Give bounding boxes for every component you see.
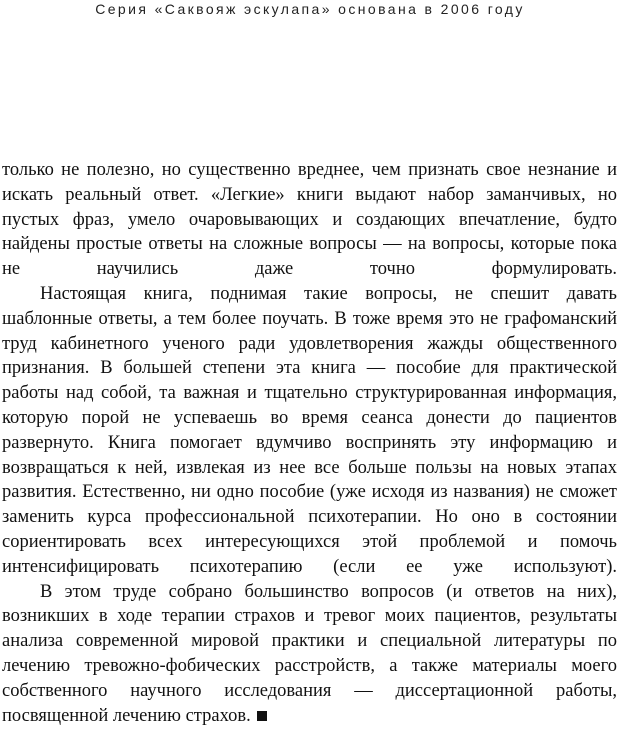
end-of-section-square-icon bbox=[257, 711, 267, 721]
paragraph-3 bbox=[2, 580, 617, 729]
running-header: Серия «Саквояж эскулапа» основана в 2006 году bbox=[95, 1, 525, 17]
body-text bbox=[2, 158, 617, 728]
paragraph-2: Настоящая книга, поднимая такие вопросы, не спешит давать шаблонные ответы, а тем более поучать. В тоже время это не графоманский труд кабинетного ученого ради удовлетворения жажды общественного признания. В большей степени эта книга — пособие для практической работы над собой, та важная и тщательно структурированная информация, которую порой не успеваешь во время сеанса донести до пациентов развернуто. Книга помогает вдумчиво воспринять эту информацию и возвращаться к ней, извлекая из нее все больше пользы на новых этапах развития. Естественно, ни одно пособие (уже исходя из названия) не сможет заменить курса профессиональной психотерапии. Но оно в состоянии сориентировать всех интересующихся этой проблемой и помочь интенсифицировать психотерапию (если ее уже используют). bbox=[2, 283, 617, 577]
paragraph-3-text: В этом труде собрано большинство вопросов (и ответов на них), возникших в ходе терапии страхов и тревог моих пациентов, результаты анализа современной мировой практики и специальной литературы по лечению тревожно-фобических расстройств, а также материалы моего собственного научного исследования — диссертационной работы, посвященной лечению страхов. bbox=[2, 581, 617, 726]
paragraph-1: только не полезно, но существенно вреднее, чем признать свое незнание и искать реальный ответ. «Легкие» книги выдают набор заманчивых, но пустых фраз, умело очаровывающих и создающих впечатление, будто найдены простые ответы на сложные вопросы — на вопросы, которые пока не научились даже точно формулировать. bbox=[2, 160, 617, 280]
